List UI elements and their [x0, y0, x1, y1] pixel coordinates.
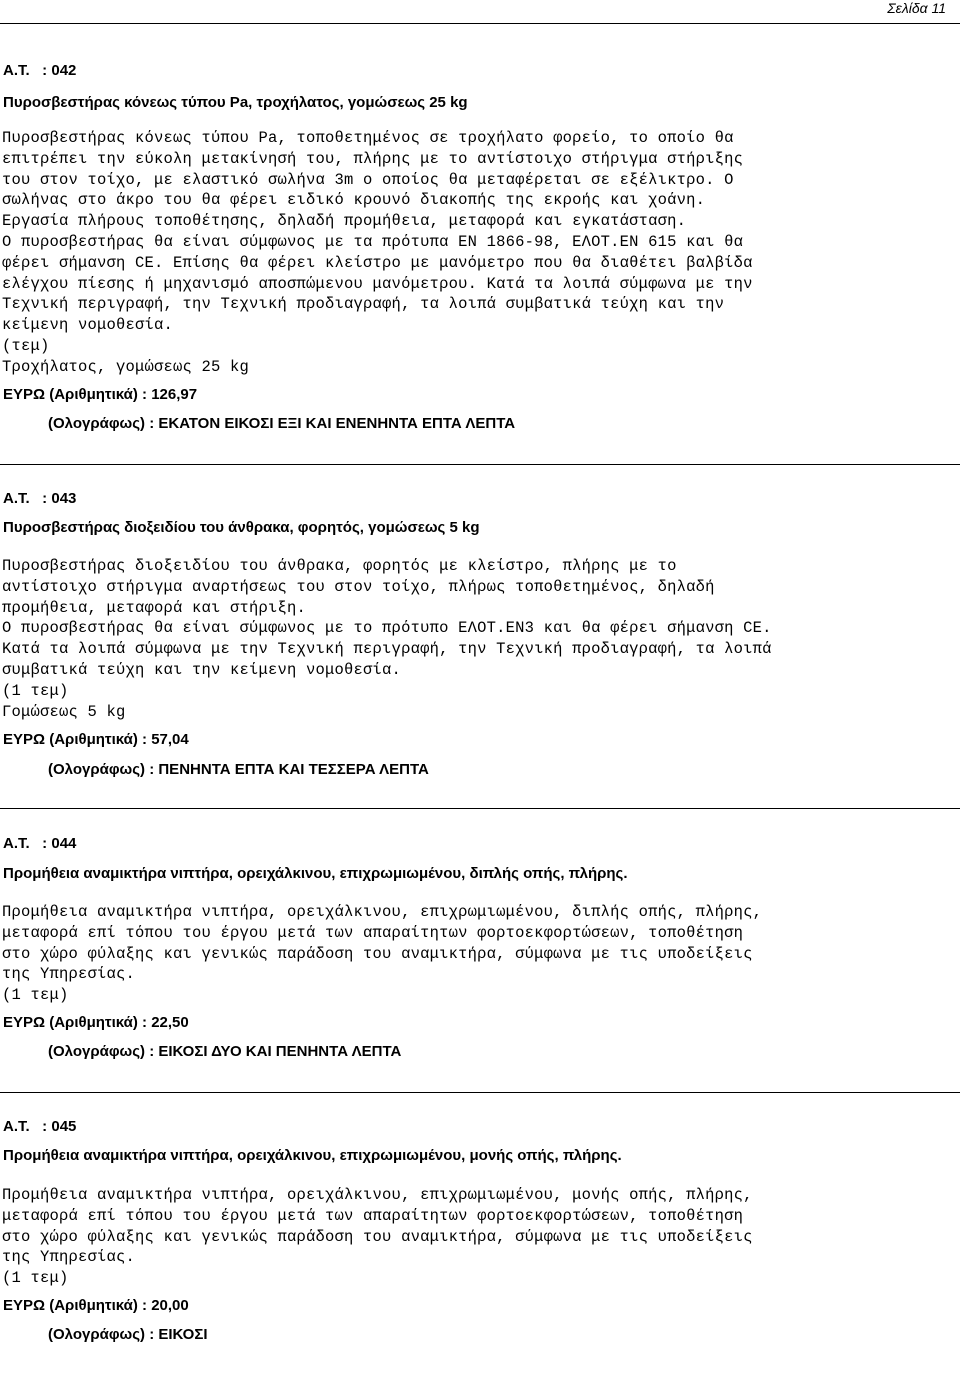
item-price: ΕΥΡΩ (Αριθμητικά) : 126,97 [3, 386, 198, 403]
item-divider [0, 464, 960, 465]
item-divider [0, 808, 960, 809]
item-code: Α.Τ. : 045 [3, 1118, 77, 1135]
item-price: ΕΥΡΩ (Αριθμητικά) : 57,04 [3, 731, 189, 748]
item-title: Προμήθεια αναμικτήρα νιπτήρα, ορειχάλκινου, επιχρωμιωμένου, διπλής οπής, πλήρης. [3, 865, 628, 882]
item-divider [0, 1092, 960, 1093]
item-description: Πυροσβεστήρας κόνεως τύπου Pa, τοποθετημένος σε τροχήλατο φορείο, το οποίο θα επιτρέπει την εύκολη μετακίνησή του, πλήρης με το αντίστοιχο στήριγμα στήριξης του στον τοίχο, με ελαστικό σωλήνα 3m ο οποίος θα μεταφέρεται σε εξέλικτρο. Ο σωλήνας στο άκρο του θα φέρει ειδικό κρουνό διακοπής της εκροής και χοάνη. Εργασία πλήρους τοποθέτησης, δηλαδή προμήθεια, μεταφορά και εγκατάσταση. Ο πυροσβεστήρας θα είναι σύμφωνος με τα πρότυπα ΕΝ 1866-98, ΕΛΟΤ.ΕΝ 615 και θα φέρει σήμανση CE. Επίσης θα φέρει κλείστρο με μανόμετρο που θα διαθέτει βαλβίδα ελέγχου πίεσης ή μηχανισμό αποσπώμενου μανόμετρου. Κατά τα λοιπά σύμφωνα με την Τεχνική περιγραφή, την Τεχνική προδιαγραφή, τα λοιπά συμβατικά τεύχη και την κείμενη νομοθεσία. (τεμ) Τροχήλατος, γομώσεως 25 kg [2, 129, 753, 376]
item-price-words: (Ολογράφως) : ΕΙΚΟΣΙ ΔΥΟ ΚΑΙ ΠΕΝΗΝΤΑ ΛΕΠΤΑ [48, 1043, 402, 1060]
item-description: Προμήθεια αναμικτήρα νιπτήρα, ορειχάλκινου, επιχρωμιωμένου, μονής οπής, πλήρης, μεταφορά επί τόπου του έργου μετά των απαραίτητων φορτοεκφορτώσεων, τοποθέτηση στο χώρο φύλαξης και γενικώς παράδοση του αναμικτήρα, σύμφωνα με τις υποδείξεις της Υπηρεσίας. (1 τεμ) [2, 1186, 753, 1288]
page-number: Σελίδα 11 [887, 0, 946, 16]
item-code: Α.Τ. : 042 [3, 62, 77, 79]
item-description: Πυροσβεστήρας διοξειδίου του άνθρακα, φορητός με κλείστρο, πλήρης με το αντίστοιχο στήριγμα αναρτήσεως του στον τοίχο, πλήρως τοποθετημένος, δηλαδή προμήθεια, μεταφορά και στήριξη. Ο πυροσβεστήρας θα είναι σύμφωνος με το πρότυπο ΕΛΟΤ.ΕΝ3 και θα φέρει σήμανση CE. Κατά τα λοιπά σύμφωνα με την Τεχνική περιγραφή, την Τεχνική προδιαγραφή, τα λοιπά συμβατικά τεύχη και την κείμενη νομοθεσία. (1 τεμ) Γομώσεως 5 kg [2, 557, 772, 721]
item-title: Πυροσβεστήρας διοξειδίου του άνθρακα, φορητός, γομώσεως 5 kg [3, 519, 480, 536]
item-price: ΕΥΡΩ (Αριθμητικά) : 20,00 [3, 1297, 189, 1314]
item-title: Πυροσβεστήρας κόνεως τύπου Pa, τροχήλατος, γομώσεως 25 kg [3, 94, 468, 111]
page-header [0, 0, 960, 22]
header-divider [0, 23, 960, 24]
item-price: ΕΥΡΩ (Αριθμητικά) : 22,50 [3, 1014, 189, 1031]
item-price-words: (Ολογράφως) : ΠΕΝΗΝΤΑ ΕΠΤΑ ΚΑΙ ΤΕΣΣΕΡΑ ΛΕΠΤΑ [48, 761, 429, 778]
item-description: Προμήθεια αναμικτήρα νιπτήρα, ορειχάλκινου, επιχρωμιωμένου, διπλής οπής, πλήρης, μεταφορά επί τόπου του έργου μετά των απαραίτητων φορτοεκφορτώσεων, τοποθέτηση στο χώρο φύλαξης και γενικώς παράδοση του αναμικτήρα, σύμφωνα με τις υποδείξεις της Υπηρεσίας. (1 τεμ) [2, 903, 763, 1005]
item-title: Προμήθεια αναμικτήρα νιπτήρα, ορειχάλκινου, επιχρωμιωμένου, μονής οπής, πλήρης. [3, 1147, 622, 1164]
item-price-words: (Ολογράφως) : ΕΚΑΤΟΝ ΕΙΚΟΣΙ ΕΞΙ ΚΑΙ ΕΝΕΝΗΝΤΑ ΕΠΤΑ ΛΕΠΤΑ [48, 415, 516, 432]
item-code: Α.Τ. : 044 [3, 835, 77, 852]
item-price-words: (Ολογράφως) : ΕΙΚΟΣΙ [48, 1326, 208, 1343]
item-code: Α.Τ. : 043 [3, 490, 77, 507]
